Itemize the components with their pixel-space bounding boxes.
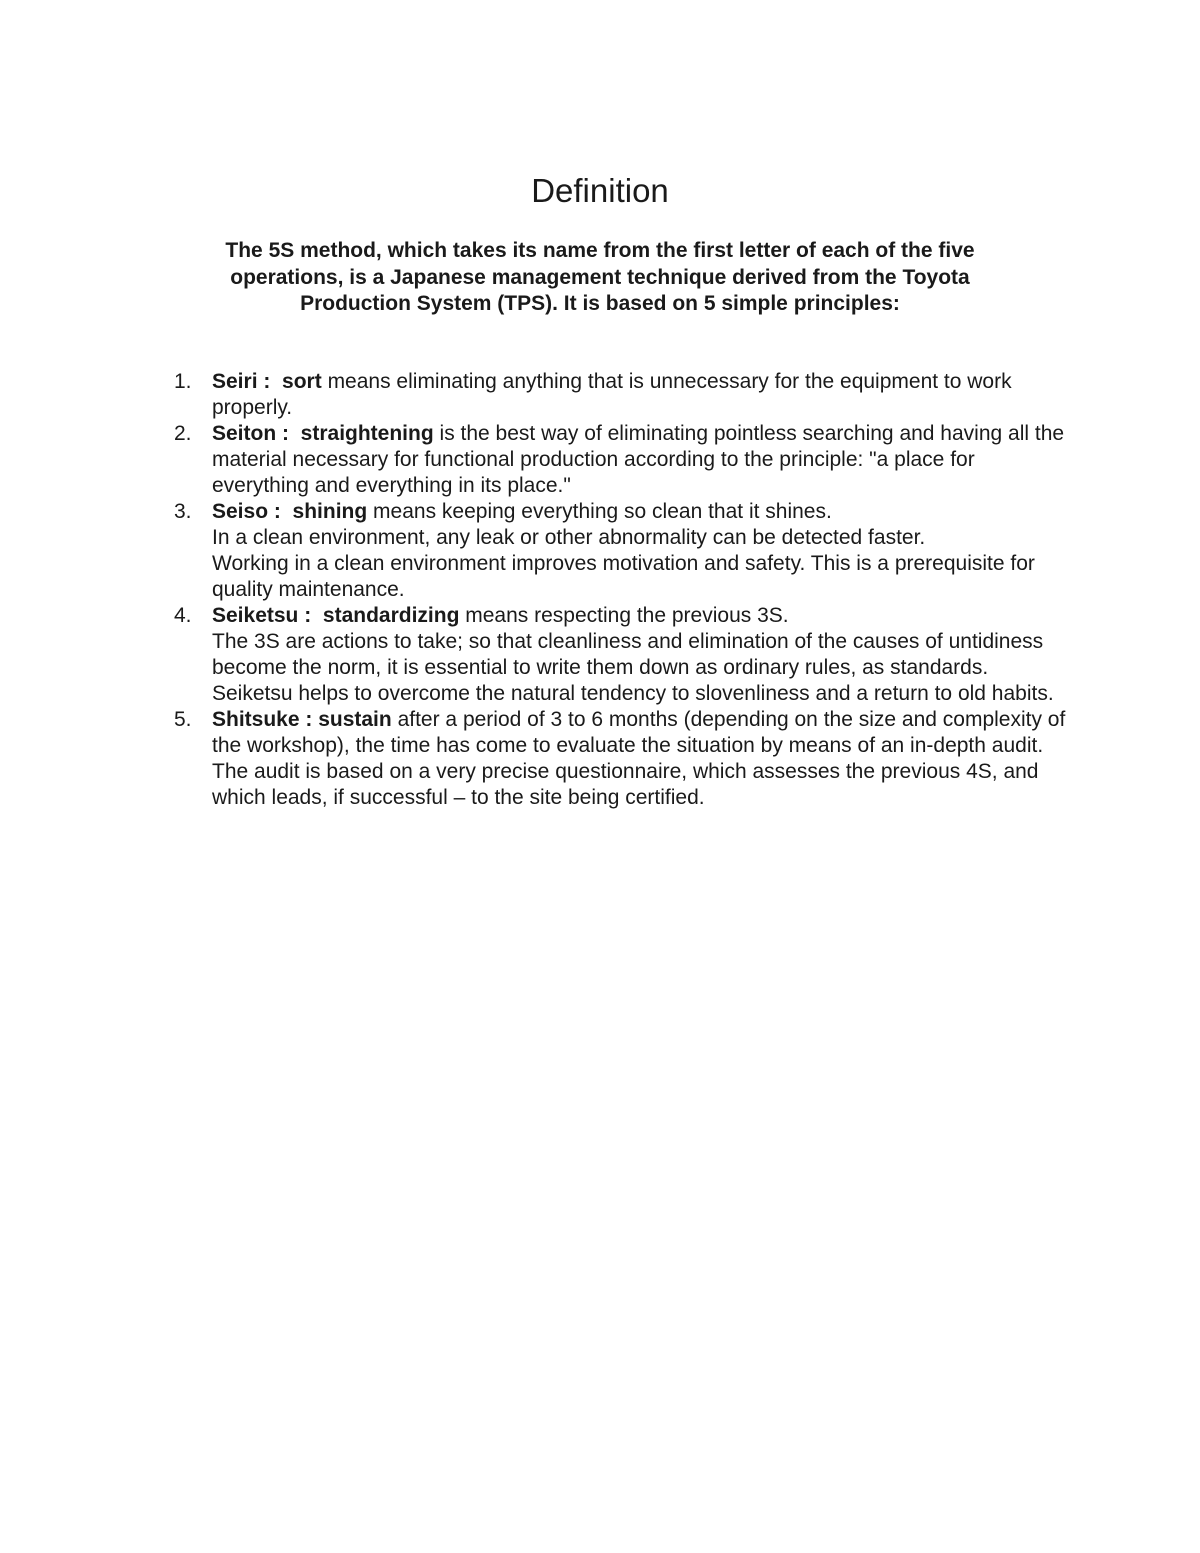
item-text: means keeping everything so clean that it shines. (373, 500, 832, 523)
item-extra-line: Seiketsu helps to overcome the natural tendency to slovenliness and a return to old habits. (212, 682, 1054, 705)
page-title: Definition (531, 172, 669, 209)
list-item (170, 369, 1070, 421)
item-number: 4. (174, 604, 192, 627)
list-item (170, 421, 1070, 499)
item-keyword: shining (292, 500, 368, 523)
item-keyword: sort (282, 370, 322, 393)
list-item (170, 603, 1070, 707)
item-text: means respecting the previous 3S. (465, 604, 789, 627)
item-keyword: sustain (318, 708, 392, 731)
item-term: Seiri : (212, 370, 271, 393)
item-term: Seiton : (212, 422, 289, 445)
item-text: is the best way of eliminating pointless searching and having all the material necessary for functional production according to the principle: "a place for everything and everything in its place." (212, 422, 1065, 497)
item-keyword: standardizing (322, 604, 460, 627)
item-keyword: straightening (300, 422, 434, 445)
list-item (170, 499, 1070, 603)
intro-paragraph: The 5S method, which takes its name from the first letter of each of the five operations, is a Japanese management technique derived from the Toyota Production System (TPS). It is based on 5 simple principles: (225, 239, 975, 315)
item-extra-line: Working in a clean environment improves motivation and safety. This is a prerequisite for quality maintenance. (212, 552, 1035, 601)
item-text: means eliminating anything that is unnecessary for the equipment to work properly. (212, 370, 1012, 419)
item-number: 2. (174, 422, 192, 445)
item-term: Seiketsu : (212, 604, 312, 627)
principles-list (170, 369, 1070, 811)
item-number: 3. (174, 500, 192, 523)
item-text: after a period of 3 to 6 months (depending on the size and complexity of the workshop), the time has come to evaluate the situation by means of an in-depth audit. The audit is based on a very precise questionnaire, which assesses the previous 4S, and which leads, if successful – to the site being certified. (212, 708, 1066, 809)
item-number: 1. (174, 370, 192, 393)
item-extra-line: The 3S are actions to take; so that cleanliness and elimination of the causes of untidiness become the norm, it is essential to write them down as ordinary rules, as standards. (212, 630, 1044, 679)
item-term: Seiso : (212, 500, 281, 523)
item-number: 5. (174, 708, 192, 731)
list-item (170, 707, 1070, 811)
item-extra-line: In a clean environment, any leak or other abnormality can be detected faster. (212, 526, 926, 549)
item-term: Shitsuke : (212, 708, 313, 731)
